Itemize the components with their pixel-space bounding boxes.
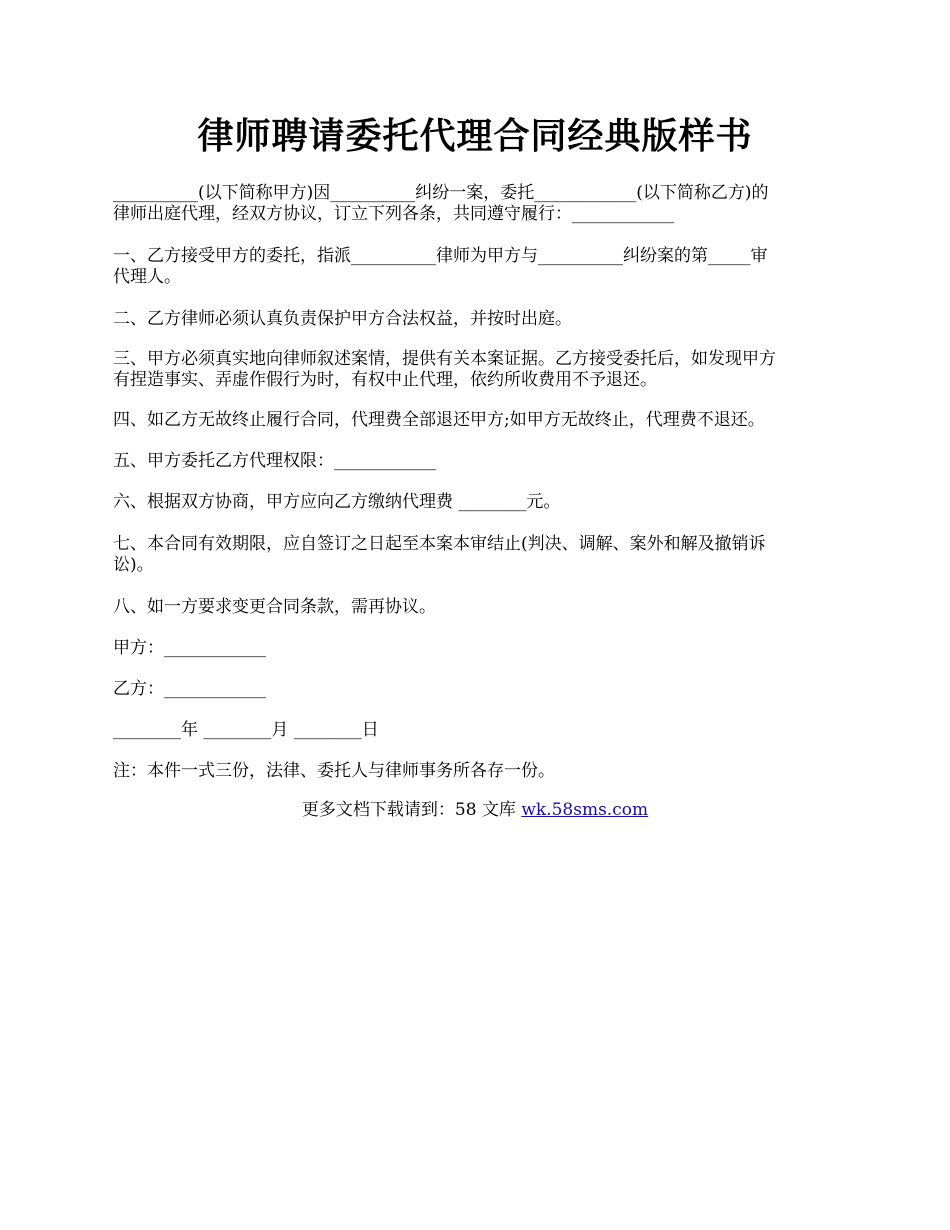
clause-4 — [113, 410, 843, 431]
note-paragraph — [113, 761, 843, 782]
clause-8 — [113, 597, 843, 618]
note-text: 注：本件一式三份，法律、委托人与律师事务所各存一份。 — [113, 761, 555, 781]
footer-prefix: 更多文档下载请到：58 文库 — [301, 800, 522, 820]
clause-5-line-1: 五、甲方委托乙方代理权限：____________ — [113, 451, 436, 471]
document-title: 律师聘请委托代理合同经典版样书 — [197, 115, 753, 157]
clause-7-line-1: 七、本合同有效期限，应自签订之日起至本案本审结止(判决、调解、案外和解及撤销诉 — [113, 534, 766, 554]
party-b-line: 乙方：____________ — [113, 679, 266, 699]
clause-1 — [113, 246, 843, 288]
clause-7 — [113, 534, 843, 576]
clause-5 — [113, 451, 843, 472]
clause-6-line-1: 六、根据双方协商，甲方应向乙方缴纳代理费 ________元。 — [113, 492, 561, 512]
intro-line-2: 律师出庭代理，经双方协议，订立下列各条，共同遵守履行：____________ — [113, 204, 674, 224]
footer-link[interactable]: wk.58sms.com — [521, 800, 649, 820]
clause-2-line-1: 二、乙方律师必须认真负责保护甲方合法权益，并按时出庭。 — [113, 309, 572, 329]
clause-8-line-1: 八、如一方要求变更合同条款，需再协议。 — [113, 597, 436, 617]
clause-6 — [113, 492, 843, 513]
clause-7-line-2: 讼)。 — [113, 555, 154, 575]
clause-2 — [113, 309, 843, 330]
clause-3 — [113, 349, 843, 391]
party-a-signature — [113, 638, 843, 659]
clause-1-line-1: 一、乙方接受甲方的委托，指派__________律师为甲方与__________纠纷案的第_____审 — [113, 246, 768, 266]
date-line — [113, 720, 843, 741]
party-b-signature — [113, 679, 843, 700]
intro-paragraph — [113, 183, 843, 225]
date-text: ________年 ________月 ________日 — [113, 720, 379, 740]
clause-1-line-2: 代理人。 — [113, 267, 181, 287]
clause-3-line-1: 三、甲方必须真实地向律师叙述案情，提供有关本案证据。乙方接受委托后，如发现甲方 — [113, 349, 776, 369]
clause-3-line-2: 有捏造事实、弄虚作假行为时，有权中止代理，依约所收费用不予退还。 — [113, 370, 657, 390]
intro-line-1: __________(以下简称甲方)因__________纠纷一案，委托____________(以下简称乙方)的 — [113, 183, 769, 203]
clause-4-line-1: 四、如乙方无故终止履行合同，代理费全部退还甲方;如甲方无故终止，代理费不退还。 — [113, 410, 765, 430]
footer — [0, 800, 950, 821]
party-a-line: 甲方：____________ — [113, 638, 266, 658]
